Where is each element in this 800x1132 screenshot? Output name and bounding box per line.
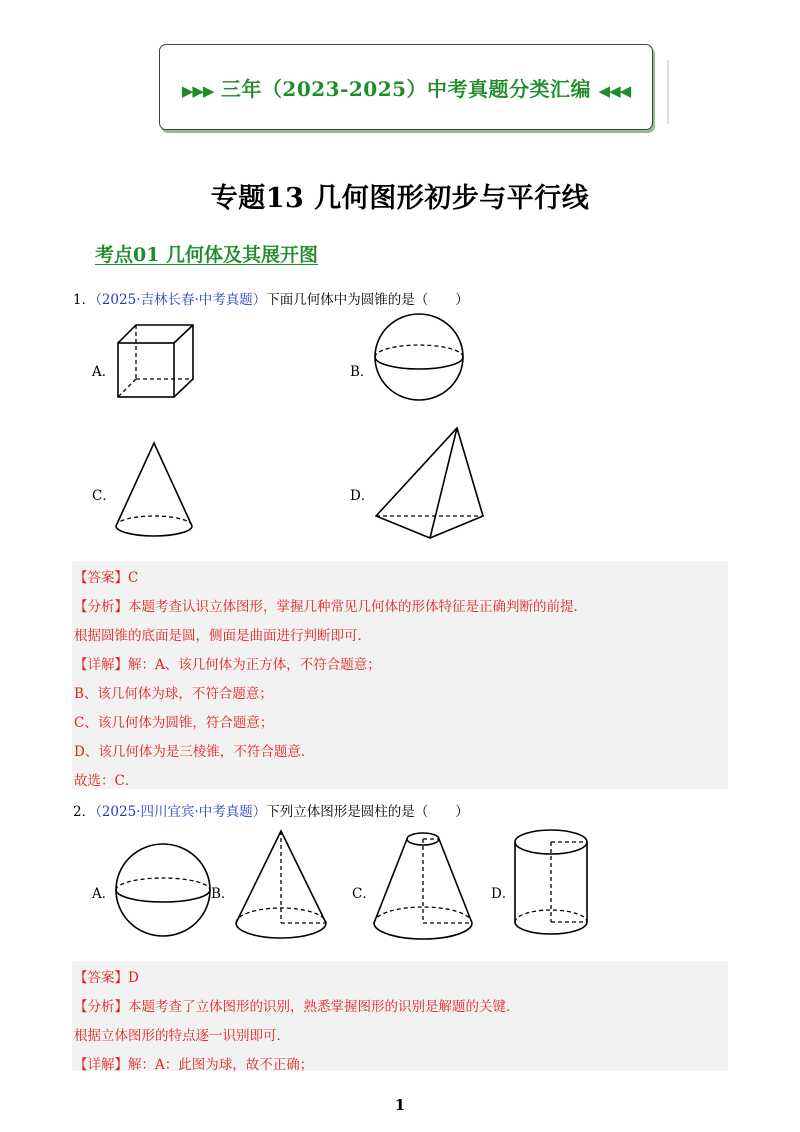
detail-line: 故选：C． — [74, 773, 139, 789]
question-number: 2． — [73, 804, 96, 820]
analysis-line: 【分析】本题考查了立体图形的识别，熟悉掌握图形的识别是解题的关键． — [74, 999, 520, 1015]
option-d-label: D． — [491, 886, 516, 902]
question-source: （2025·吉林长春·中考真题） — [95, 292, 267, 308]
option-b-label: B． — [350, 364, 374, 380]
question-1 — [73, 288, 469, 308]
right-arrows-icon: ▶▶▶ — [181, 82, 214, 100]
answer-line: 【答案】D — [74, 970, 139, 986]
banner-title: 三年（2023-2025）中考真题分类汇编 — [220, 77, 592, 101]
cone-figure — [112, 440, 198, 542]
page-title: 专题13 几何图形初步与平行线 — [210, 183, 590, 214]
option-a-label: A． — [92, 364, 116, 380]
analysis-line: 【分析】本题考查认识立体图形，掌握几种常见几何体的形体特征是正确判断的前提． — [74, 599, 587, 615]
cylinder-figure — [512, 826, 592, 944]
detail-line: C、该几何体为圆锥，符合题意； — [74, 715, 274, 731]
option-c-label: C． — [352, 886, 376, 902]
banner-text-row — [160, 73, 652, 102]
question-number: 1． — [73, 292, 96, 308]
header-banner — [159, 44, 653, 130]
cube-figure — [116, 323, 198, 401]
question-text: 下面几何体中为圆锥的是（ ） — [266, 292, 469, 308]
triangular-pyramid-figure — [372, 424, 490, 544]
detail-line: D、该几何体为是三棱锥，不符合题意． — [74, 744, 315, 760]
answer-block-1 — [72, 561, 728, 789]
option-a-label: A． — [92, 886, 116, 902]
option-d-label: D． — [350, 488, 375, 504]
option-b-label: B． — [211, 886, 235, 902]
question-text: 下列立体图形是圆柱的是（ ） — [266, 804, 469, 820]
analysis-line: 根据立体图形的特点逐一识别即可． — [74, 1028, 290, 1044]
banner-edge-divider — [667, 60, 669, 124]
sphere-figure — [372, 312, 468, 404]
detail-line: B、该几何体为球，不符合题意； — [74, 686, 273, 702]
cone-figure — [232, 828, 330, 944]
left-arrows-icon: ◀◀◀ — [598, 82, 631, 100]
option-c-label: C． — [92, 488, 116, 504]
question-source: （2025·四川宜宾·中考真题） — [95, 804, 267, 820]
page-number: 1 — [394, 1096, 406, 1114]
detail-line: 【详解】解：A：此图为球，故不正确； — [74, 1057, 314, 1073]
section-title: 考点01 几何体及其展开图 — [95, 244, 319, 266]
analysis-line: 根据圆锥的底面是圆，侧面是曲面进行判断即可． — [74, 628, 371, 644]
frustum-figure — [370, 830, 476, 944]
detail-line: 【详解】解：A、该几何体为正方体，不符合题意； — [74, 657, 381, 673]
question-2 — [73, 800, 469, 820]
answer-block-2 — [72, 961, 728, 1071]
answer-line: 【答案】C — [74, 570, 139, 586]
sphere-figure — [114, 842, 214, 940]
